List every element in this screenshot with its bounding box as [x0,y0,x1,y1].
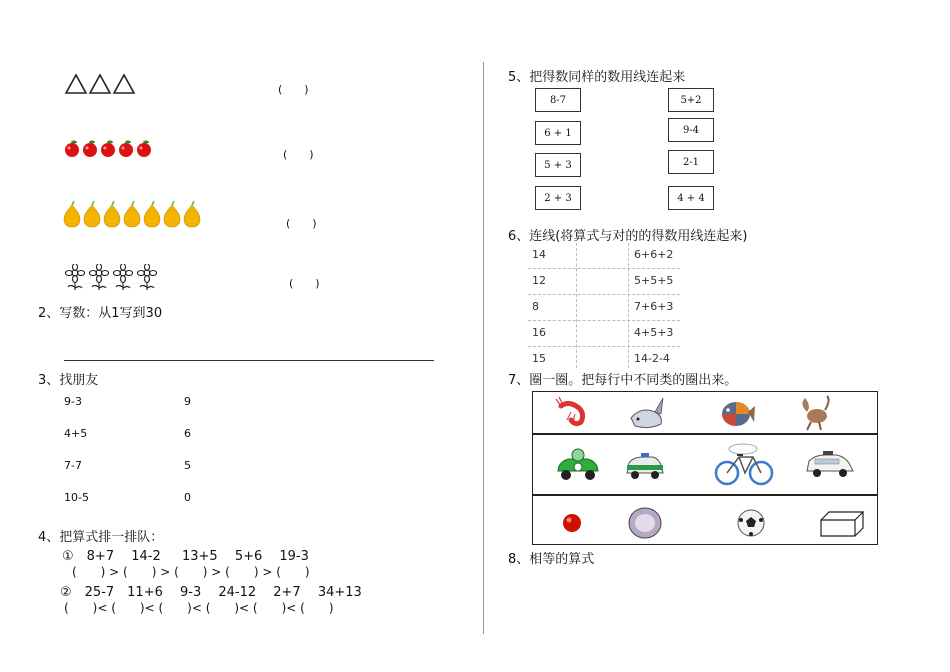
q6-expression[interactable]: 14-2-4 [634,352,670,365]
q5-title: 5、把得数同样的数用线连起来 [508,70,686,85]
q6-table [528,243,680,372]
triangle-icon-group [64,72,136,96]
q5-right-box[interactable]: 9-4 [668,118,714,142]
shrimp-icon[interactable] [555,396,591,430]
q3-left-item: 7-7 [64,459,82,472]
flower-row [64,264,160,290]
police-car-icon[interactable] [805,447,855,481]
q6-number[interactable]: 12 [532,274,546,287]
q4-line-2: ( ) > ( ) > ( ) > ( ) > ( ) [72,565,310,579]
q2-writing-line[interactable] [64,360,434,361]
q4-title: 4、把算式排一排队： [38,530,164,545]
q6-row [528,243,680,269]
q6-expression[interactable]: 6+6+2 [634,248,674,261]
q6-number[interactable]: 14 [532,248,546,261]
q6-row [528,269,680,295]
q6-row [528,321,680,347]
q7-row-shapes [532,495,878,545]
q6-title: 6、连线(将算式与对的的得数用线连起来) [508,229,748,244]
soccer-ball-icon[interactable] [735,508,767,538]
q5-right-box[interactable]: 2-1 [668,150,714,174]
q4-line-4: ( )< ( )< ( )< ( )< ( )< ( ) [64,601,334,615]
apple-row [63,137,153,159]
answer-paren-2: ( ) [283,148,314,161]
column-divider [483,62,484,634]
q6-number[interactable]: 16 [532,326,546,339]
bicycle-icon[interactable] [713,441,777,489]
q5-left-box[interactable]: 6 + 1 [535,121,581,145]
q7-title: 7、圈一圈。把每行中不同类的圈出来。 [508,373,738,388]
red-ball-icon[interactable] [561,512,583,534]
q3-right-item: 0 [184,491,191,504]
q5-left-box[interactable]: 8-7 [535,88,581,112]
q2-title: 2、写数：从1写到30 [38,306,163,321]
q3-left-item: 10-5 [64,491,89,504]
answer-paren-4: ( ) [289,277,320,290]
answer-paren-1: ( ) [278,83,309,96]
q6-number[interactable]: 8 [532,300,539,313]
flower-icon-group [64,264,160,290]
answer-paren-3: ( ) [286,217,317,230]
pear-icon-group [63,200,203,228]
q5-right-box[interactable]: 5+2 [668,88,714,112]
q4-line-3: ② 25-7 11+6 9-3 24-12 2+7 34+13 [60,585,362,600]
q6-number[interactable]: 15 [532,352,546,365]
q3-right-item: 6 [184,427,191,440]
police-car-icon[interactable] [625,449,665,485]
q3-title: 3、找朋友 [38,373,99,388]
race-car-icon[interactable] [555,445,601,485]
box-icon[interactable] [819,510,865,538]
tropical-fish-icon[interactable] [718,394,756,432]
pear-row [63,200,203,228]
q6-row [528,295,680,321]
crab-icon[interactable] [797,394,837,432]
q5-right-box[interactable]: 4 + 4 [668,186,714,210]
q6-expression[interactable]: 5+5+5 [634,274,674,287]
q3-left-item: 9-3 [64,395,82,408]
q7-row-animals [532,391,878,434]
q5-left-box[interactable]: 5 + 3 [535,153,581,177]
marble-icon[interactable] [627,506,663,540]
q5-left-box[interactable]: 2 + 3 [535,186,581,210]
triangle-row [64,72,136,96]
q8-title: 8、相等的算式 [508,552,595,567]
q4-line-1: ① 8+7 14-2 13+5 5+6 19-3 [62,549,309,564]
q6-expression[interactable]: 4+5+3 [634,326,674,339]
q3-right-item: 5 [184,459,191,472]
q7-row-vehicles [532,434,878,495]
q6-expression[interactable]: 7+6+3 [634,300,674,313]
fish-icon[interactable] [627,394,667,434]
apple-icon-group [63,137,153,159]
q3-right-item: 9 [184,395,191,408]
q3-left-item: 4+5 [64,427,88,440]
